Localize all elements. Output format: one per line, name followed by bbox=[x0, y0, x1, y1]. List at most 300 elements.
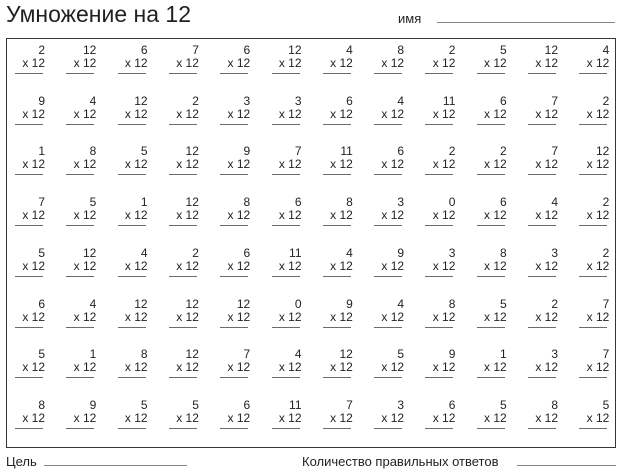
answer-line[interactable] bbox=[15, 225, 43, 226]
multiplicand: 4 bbox=[89, 93, 97, 108]
multiplier: x 12 bbox=[535, 309, 558, 324]
answer-line[interactable] bbox=[579, 428, 607, 429]
multiplicand: 3 bbox=[294, 93, 302, 108]
problem bbox=[15, 398, 45, 434]
multiplicand: 9 bbox=[89, 397, 97, 412]
answer-line[interactable] bbox=[374, 428, 402, 429]
problem bbox=[528, 398, 558, 434]
answer-line[interactable] bbox=[323, 327, 351, 328]
answer-line[interactable] bbox=[579, 377, 607, 378]
answer-line[interactable] bbox=[118, 174, 146, 175]
problem bbox=[528, 94, 558, 130]
answer-line[interactable] bbox=[579, 73, 607, 74]
multiplicand: 5 bbox=[500, 296, 507, 311]
answer-line[interactable] bbox=[66, 276, 94, 277]
multiplicand: 8 bbox=[500, 245, 507, 260]
problem bbox=[528, 43, 558, 79]
multiplicand: 6 bbox=[38, 296, 45, 311]
multiplicand: 2 bbox=[448, 144, 456, 159]
correct-count-field-line[interactable] bbox=[517, 465, 616, 466]
multiplier: x 12 bbox=[176, 360, 199, 375]
multiplier: x 12 bbox=[73, 56, 97, 70]
answer-line[interactable] bbox=[528, 225, 556, 226]
answer-line[interactable] bbox=[169, 377, 197, 378]
problem bbox=[374, 347, 404, 383]
answer-line[interactable] bbox=[528, 73, 556, 74]
problem bbox=[323, 43, 353, 79]
problem bbox=[425, 94, 455, 130]
problem bbox=[272, 94, 302, 130]
multiplier: x 12 bbox=[176, 208, 199, 223]
problem bbox=[374, 195, 404, 231]
answer-line[interactable] bbox=[323, 124, 351, 125]
problem bbox=[66, 195, 96, 231]
multiplier: x 12 bbox=[278, 410, 302, 425]
problem bbox=[220, 94, 250, 130]
problem bbox=[66, 297, 96, 333]
multiplier: x 12 bbox=[124, 157, 148, 172]
multiplicand: 0 bbox=[294, 296, 302, 311]
page-title: Умножение на 12 bbox=[6, 1, 191, 27]
problem bbox=[15, 297, 45, 333]
multiplicand: 8 bbox=[38, 397, 45, 412]
multiplicand: 3 bbox=[551, 347, 558, 362]
problem bbox=[272, 297, 302, 333]
problem bbox=[323, 94, 353, 130]
problem bbox=[118, 398, 148, 434]
problem bbox=[15, 43, 45, 79]
multiplier: x 12 bbox=[227, 360, 251, 375]
problem bbox=[323, 195, 353, 231]
problem bbox=[477, 398, 507, 434]
answer-line[interactable] bbox=[374, 124, 402, 125]
problem bbox=[66, 144, 96, 180]
multiplicand: 12 bbox=[185, 347, 199, 362]
multiplier: x 12 bbox=[22, 258, 45, 273]
multiplicand: 7 bbox=[346, 397, 353, 412]
answer-line[interactable] bbox=[323, 428, 351, 429]
multiplier: x 12 bbox=[484, 360, 507, 375]
answer-line[interactable] bbox=[220, 276, 248, 277]
answer-line[interactable] bbox=[528, 124, 556, 125]
answer-line[interactable] bbox=[579, 124, 607, 125]
multiplicand: 2 bbox=[500, 144, 507, 159]
problem bbox=[425, 144, 455, 180]
problem bbox=[118, 246, 148, 282]
answer-line[interactable] bbox=[272, 73, 300, 74]
problem bbox=[15, 195, 45, 231]
multiplicand: 12 bbox=[82, 245, 97, 260]
answer-line[interactable] bbox=[118, 73, 146, 74]
multiplier: x 12 bbox=[484, 157, 507, 172]
answer-line[interactable] bbox=[66, 73, 94, 74]
multiplier: x 12 bbox=[586, 258, 610, 273]
multiplier: x 12 bbox=[535, 106, 558, 121]
multiplier: x 12 bbox=[124, 258, 148, 273]
multiplicand: 9 bbox=[243, 144, 251, 159]
answer-line[interactable] bbox=[118, 225, 146, 226]
problem bbox=[323, 398, 353, 434]
answer-line[interactable] bbox=[272, 377, 300, 378]
problem bbox=[323, 246, 353, 282]
goal-field-line[interactable] bbox=[44, 465, 187, 466]
multiplicand: 2 bbox=[448, 43, 456, 57]
multiplicand: 9 bbox=[38, 93, 45, 108]
answer-line[interactable] bbox=[118, 428, 146, 429]
multiplier: x 12 bbox=[278, 360, 302, 375]
multiplicand: 1 bbox=[38, 144, 45, 159]
answer-line[interactable] bbox=[15, 276, 43, 277]
answer-line[interactable] bbox=[477, 124, 505, 125]
answer-line[interactable] bbox=[477, 174, 505, 175]
multiplicand: 4 bbox=[89, 296, 97, 311]
problem bbox=[272, 246, 302, 282]
problem bbox=[477, 347, 507, 383]
multiplicand: 0 bbox=[448, 195, 456, 210]
answer-line[interactable] bbox=[272, 174, 300, 175]
answer-line[interactable] bbox=[169, 276, 197, 277]
multiplier: x 12 bbox=[330, 410, 353, 425]
problem bbox=[66, 94, 96, 130]
multiplicand: 7 bbox=[551, 144, 558, 159]
problem bbox=[528, 144, 558, 180]
problem bbox=[579, 297, 609, 333]
answer-line[interactable] bbox=[15, 174, 43, 175]
answer-line[interactable] bbox=[15, 428, 43, 429]
multiplier: x 12 bbox=[381, 56, 405, 70]
multiplier: x 12 bbox=[484, 56, 507, 70]
name-label: имя bbox=[398, 11, 422, 26]
multiplier: x 12 bbox=[432, 157, 456, 172]
answer-line[interactable] bbox=[425, 225, 453, 226]
problem bbox=[15, 347, 45, 383]
answer-line[interactable] bbox=[528, 428, 556, 429]
multiplier: x 12 bbox=[227, 106, 251, 121]
answer-line[interactable] bbox=[528, 174, 556, 175]
answer-line[interactable] bbox=[579, 276, 607, 277]
multiplicand: 8 bbox=[397, 43, 405, 57]
answer-line[interactable] bbox=[220, 225, 248, 226]
answer-line[interactable] bbox=[272, 124, 300, 125]
multiplicand: 9 bbox=[397, 245, 405, 260]
problem bbox=[66, 43, 96, 79]
problem bbox=[169, 94, 199, 130]
answer-line[interactable] bbox=[477, 73, 505, 74]
problem bbox=[528, 195, 558, 231]
multiplicand: 2 bbox=[602, 195, 610, 210]
answer-line[interactable] bbox=[15, 124, 43, 125]
problem bbox=[118, 347, 148, 383]
answer-line[interactable] bbox=[118, 276, 146, 277]
problem bbox=[579, 144, 609, 180]
multiplicand: 3 bbox=[551, 245, 558, 260]
multiplicand: 9 bbox=[346, 296, 353, 311]
multiplicand: 4 bbox=[397, 93, 405, 108]
answer-line[interactable] bbox=[374, 377, 402, 378]
answer-line[interactable] bbox=[323, 276, 351, 277]
multiplier: x 12 bbox=[176, 309, 199, 324]
answer-line[interactable] bbox=[477, 225, 505, 226]
answer-line[interactable] bbox=[169, 327, 197, 328]
name-field-line[interactable] bbox=[437, 22, 615, 23]
problem bbox=[528, 297, 558, 333]
problem bbox=[15, 246, 45, 282]
multiplier: x 12 bbox=[432, 56, 456, 70]
problem bbox=[15, 144, 45, 180]
multiplicand: 2 bbox=[192, 245, 199, 260]
problem bbox=[272, 195, 302, 231]
answer-line[interactable] bbox=[272, 428, 300, 429]
multiplier: x 12 bbox=[227, 56, 251, 70]
problem bbox=[425, 398, 455, 434]
multiplicand: 4 bbox=[346, 43, 353, 57]
multiplicand: 9 bbox=[448, 347, 456, 362]
answer-line[interactable] bbox=[220, 124, 248, 125]
multiplier: x 12 bbox=[381, 157, 405, 172]
answer-line[interactable] bbox=[374, 73, 402, 74]
multiplier: x 12 bbox=[586, 106, 610, 121]
multiplier: x 12 bbox=[586, 208, 610, 223]
problem bbox=[477, 246, 507, 282]
multiplier: x 12 bbox=[227, 410, 251, 425]
answer-line[interactable] bbox=[323, 73, 351, 74]
multiplicand: 8 bbox=[346, 195, 353, 210]
answer-line[interactable] bbox=[118, 377, 146, 378]
multiplicand: 7 bbox=[243, 347, 251, 362]
multiplier: x 12 bbox=[124, 208, 148, 223]
multiplicand: 5 bbox=[140, 397, 148, 412]
answer-line[interactable] bbox=[323, 174, 351, 175]
multiplier: x 12 bbox=[381, 360, 405, 375]
answer-line[interactable] bbox=[169, 225, 197, 226]
multiplier: x 12 bbox=[381, 309, 405, 324]
problem bbox=[272, 347, 302, 383]
multiplier: x 12 bbox=[278, 56, 302, 70]
answer-line[interactable] bbox=[15, 377, 43, 378]
problem bbox=[477, 43, 507, 79]
answer-line[interactable] bbox=[15, 327, 43, 328]
multiplicand: 4 bbox=[602, 43, 610, 57]
multiplicand: 7 bbox=[602, 347, 610, 362]
answer-line[interactable] bbox=[220, 428, 248, 429]
answer-line[interactable] bbox=[477, 377, 505, 378]
multiplicand: 6 bbox=[346, 93, 353, 108]
problem bbox=[272, 43, 302, 79]
answer-line[interactable] bbox=[425, 377, 453, 378]
answer-line[interactable] bbox=[66, 377, 94, 378]
problem bbox=[118, 144, 148, 180]
multiplier: x 12 bbox=[432, 410, 456, 425]
multiplier: x 12 bbox=[381, 258, 405, 273]
multiplicand: 1 bbox=[140, 195, 148, 210]
multiplier: x 12 bbox=[227, 208, 251, 223]
multiplicand: 1 bbox=[89, 347, 97, 362]
multiplicand: 12 bbox=[595, 144, 610, 159]
multiplicand: 5 bbox=[602, 397, 610, 412]
answer-line[interactable] bbox=[477, 428, 505, 429]
multiplier: x 12 bbox=[535, 157, 558, 172]
answer-line[interactable] bbox=[425, 276, 453, 277]
multiplier: x 12 bbox=[227, 157, 251, 172]
answer-line[interactable] bbox=[374, 225, 402, 226]
answer-line[interactable] bbox=[425, 174, 453, 175]
problem bbox=[425, 246, 455, 282]
multiplier: x 12 bbox=[278, 157, 302, 172]
answer-line[interactable] bbox=[169, 73, 197, 74]
multiplicand: 8 bbox=[551, 397, 558, 412]
multiplier: x 12 bbox=[535, 258, 558, 273]
problem bbox=[169, 43, 199, 79]
multiplicand: 5 bbox=[38, 347, 45, 362]
answer-line[interactable] bbox=[169, 428, 197, 429]
multiplicand: 6 bbox=[500, 195, 507, 210]
answer-line[interactable] bbox=[66, 327, 94, 328]
problem bbox=[528, 347, 558, 383]
multiplicand: 6 bbox=[243, 43, 251, 57]
multiplier: x 12 bbox=[535, 56, 558, 70]
answer-line[interactable] bbox=[118, 327, 146, 328]
multiplicand: 12 bbox=[82, 43, 97, 57]
multiplicand: 7 bbox=[602, 296, 610, 311]
answer-line[interactable] bbox=[66, 174, 94, 175]
multiplicand: 4 bbox=[346, 245, 353, 260]
multiplier: x 12 bbox=[73, 208, 97, 223]
multiplier: x 12 bbox=[381, 106, 405, 121]
multiplier: x 12 bbox=[22, 309, 45, 324]
answer-line[interactable] bbox=[272, 276, 300, 277]
multiplicand: 8 bbox=[89, 144, 97, 159]
problem bbox=[579, 347, 609, 383]
answer-line[interactable] bbox=[220, 174, 248, 175]
answer-line[interactable] bbox=[66, 124, 94, 125]
multiplier: x 12 bbox=[586, 309, 610, 324]
multiplier: x 12 bbox=[278, 208, 302, 223]
problem bbox=[169, 246, 199, 282]
problem bbox=[579, 195, 609, 231]
multiplicand: 12 bbox=[185, 296, 199, 311]
multiplicand: 7 bbox=[192, 43, 199, 57]
multiplier: x 12 bbox=[484, 309, 507, 324]
problem bbox=[66, 347, 96, 383]
answer-line[interactable] bbox=[374, 174, 402, 175]
answer-line[interactable] bbox=[528, 327, 556, 328]
multiplier: x 12 bbox=[176, 106, 199, 121]
multiplier: x 12 bbox=[330, 208, 353, 223]
answer-line[interactable] bbox=[220, 377, 248, 378]
multiplicand: 4 bbox=[551, 195, 558, 210]
multiplier: x 12 bbox=[176, 56, 199, 70]
multiplier: x 12 bbox=[535, 208, 558, 223]
multiplier: x 12 bbox=[278, 258, 302, 273]
multiplicand: 6 bbox=[243, 245, 251, 260]
multiplier: x 12 bbox=[381, 410, 405, 425]
problem bbox=[425, 43, 455, 79]
multiplicand: 11 bbox=[340, 144, 353, 159]
multiplicand: 6 bbox=[243, 397, 251, 412]
multiplicand: 12 bbox=[185, 195, 199, 210]
multiplicand: 6 bbox=[397, 144, 405, 159]
multiplier: x 12 bbox=[22, 157, 45, 172]
problem bbox=[477, 195, 507, 231]
multiplicand: 6 bbox=[448, 397, 456, 412]
answer-line[interactable] bbox=[220, 327, 248, 328]
multiplicand: 4 bbox=[294, 347, 302, 362]
answer-line[interactable] bbox=[374, 276, 402, 277]
answer-line[interactable] bbox=[272, 327, 300, 328]
multiplier: x 12 bbox=[586, 360, 610, 375]
multiplier: x 12 bbox=[432, 258, 456, 273]
answer-line[interactable] bbox=[66, 428, 94, 429]
answer-line[interactable] bbox=[477, 276, 505, 277]
problem bbox=[220, 398, 250, 434]
answer-line[interactable] bbox=[579, 327, 607, 328]
problem bbox=[374, 246, 404, 282]
multiplier: x 12 bbox=[586, 410, 610, 425]
problem bbox=[118, 43, 148, 79]
multiplier: x 12 bbox=[22, 208, 45, 223]
multiplicand: 3 bbox=[448, 245, 456, 260]
answer-line[interactable] bbox=[528, 276, 556, 277]
multiplier: x 12 bbox=[535, 360, 558, 375]
multiplicand: 12 bbox=[134, 296, 148, 311]
multiplicand: 8 bbox=[448, 296, 456, 311]
problem bbox=[374, 144, 404, 180]
answer-line[interactable] bbox=[272, 225, 300, 226]
multiplier: x 12 bbox=[330, 309, 353, 324]
answer-line[interactable] bbox=[528, 377, 556, 378]
answer-line[interactable] bbox=[15, 73, 43, 74]
multiplier: x 12 bbox=[330, 106, 353, 121]
answer-line[interactable] bbox=[477, 327, 505, 328]
answer-line[interactable] bbox=[66, 225, 94, 226]
correct-count-label: Количество правильных ответов bbox=[302, 454, 499, 469]
multiplier: x 12 bbox=[432, 106, 456, 121]
multiplicand: 12 bbox=[185, 144, 199, 159]
answer-line[interactable] bbox=[220, 73, 248, 74]
problem bbox=[169, 297, 199, 333]
problem bbox=[579, 246, 609, 282]
multiplicand: 12 bbox=[288, 43, 302, 57]
answer-line[interactable] bbox=[323, 225, 351, 226]
answer-line[interactable] bbox=[374, 327, 402, 328]
answer-line[interactable] bbox=[169, 174, 197, 175]
problem bbox=[272, 398, 302, 434]
answer-line[interactable] bbox=[425, 327, 453, 328]
answer-line[interactable] bbox=[425, 124, 453, 125]
problem bbox=[169, 347, 199, 383]
answer-line[interactable] bbox=[118, 124, 146, 125]
answer-line[interactable] bbox=[425, 73, 453, 74]
multiplicand: 7 bbox=[294, 144, 302, 159]
answer-line[interactable] bbox=[579, 225, 607, 226]
multiplier: x 12 bbox=[176, 157, 199, 172]
multiplier: x 12 bbox=[330, 360, 353, 375]
answer-line[interactable] bbox=[425, 428, 453, 429]
multiplier: x 12 bbox=[484, 208, 507, 223]
answer-line[interactable] bbox=[323, 377, 351, 378]
multiplier: x 12 bbox=[73, 106, 97, 121]
problem bbox=[66, 398, 96, 434]
multiplier: x 12 bbox=[586, 56, 610, 70]
problem bbox=[66, 246, 96, 282]
multiplicand: 6 bbox=[140, 43, 148, 57]
answer-line[interactable] bbox=[579, 174, 607, 175]
multiplier: x 12 bbox=[278, 309, 302, 324]
multiplicand: 11 bbox=[289, 397, 302, 412]
answer-line[interactable] bbox=[169, 124, 197, 125]
multiplier: x 12 bbox=[484, 410, 507, 425]
multiplier: x 12 bbox=[73, 410, 97, 425]
